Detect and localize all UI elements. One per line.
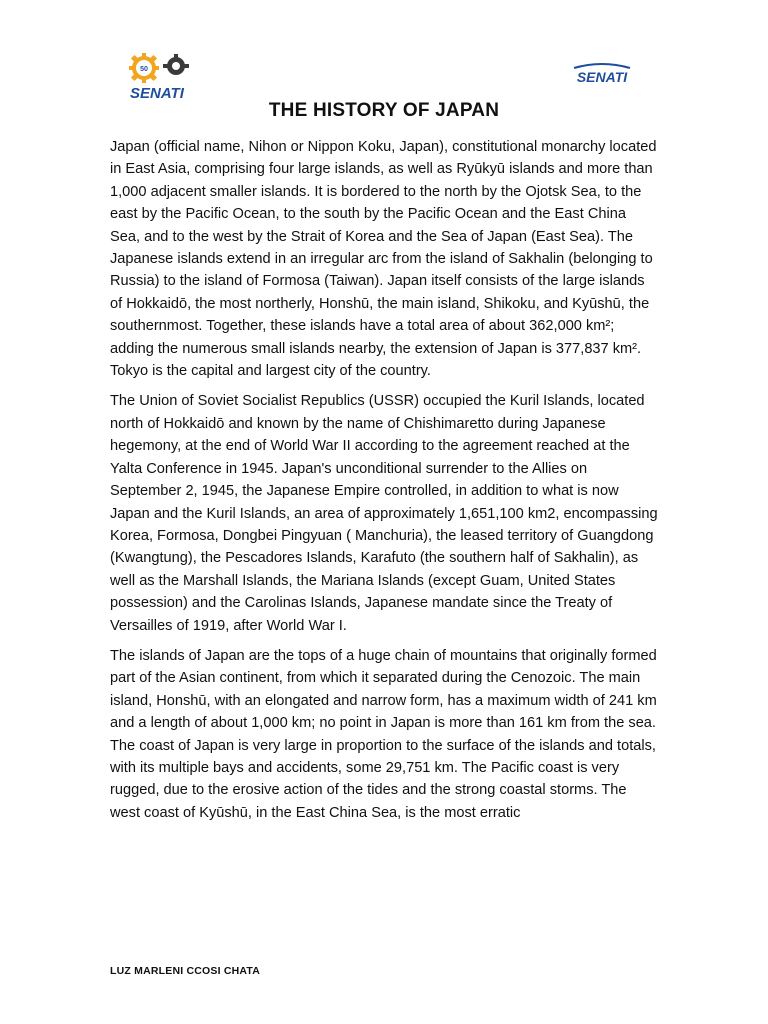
senati-logo-text: SENATI xyxy=(130,85,184,102)
anniversary-badge: 50 xyxy=(140,66,148,73)
senati-logo xyxy=(566,62,638,86)
paragraph-history: The Union of Soviet Socialist Republics (USSR) occupied the Kuril Islands, located north of Hokkaidō and known by the name of Chishimaretto during Japanese hegemony, at the end of World War II according to the agreement reached at the Yalta Conference in 1945. Japan's unconditional surrender to the Allies on September 2, 1945, the Japanese Empire controlled, in addition to what is now Japan and the Kuril Islands, an area of approximately 1,651,100 km2, encompassing Korea, Formosa, Dongbei Pingyuan ( Manchuria), the leased territory of Guangdong (Kwangtung), the Pescadores Islands, Karafuto (the southern half of Sakhalin), as well as the Marshall Islands, the Mariana Islands (except Guam, United States possession) and the Carolinas Islands, Japanese mandate since the Treaty of Versailles of 1919, after World War I. xyxy=(110,393,658,634)
gear-icon xyxy=(126,52,210,104)
article-body xyxy=(110,136,660,832)
paragraph-islands: The islands of Japan are the tops of a huge chain of mountains that originally formed part of the Asian continent, from which it separated during the Cenozoic. The main island, Honshū, with an elongated and narrow form, has a maximum width of 241 km and a length of about 1,000 km; no point in Japan is more than 161 km from the sea. The coast of Japan is very large in proportion to the surface of the islands and totals, with its multiple bays and accidents, some 29,751 km. The Pacific coast is very rugged, due to the erosive action of the tides and the strong coastal storms. The west coast of Kyūshū, in the East China Sea, is the most erratic xyxy=(110,647,657,821)
paragraph-geography: Japan (official name, Nihon or Nippon Koku, Japan), constitutional monarchy located in East Asia, comprising four large islands, as well as Ryūkyū islands and more than 1,000 adjacent smaller islands. It is bordered to the north by the Ojotsk Sea, to the east by the Pacific Ocean, to the south by the Pacific Ocean and the East China Sea, and to the west by the Strait of Korea and the Sea of Japan (East Sea). The Japanese islands extend in an irregular arc from the island of Sakhalin (belonging to Russia) to the island of Formosa (Taiwan). Japan itself consists of the large islands of Hokkaidō, the most northerly, Honshū, the main island, Shikoku, and Kyūshū, the southernmost. Together, these islands have a total area of about 362,000 km²; adding the numerous small islands nearby, the extension of Japan is 377,837 km². Tokyo is the capital and largest city of the country. xyxy=(110,139,657,380)
senati-swoosh-icon xyxy=(566,62,638,86)
senati-anniversary-logo xyxy=(126,52,210,104)
footer-author: LUZ MARLENI CCOSI CHATA xyxy=(110,965,261,977)
senati-logo-text-right: SENATI xyxy=(576,69,628,85)
page-title: THE HISTORY OF JAPAN xyxy=(268,100,500,121)
